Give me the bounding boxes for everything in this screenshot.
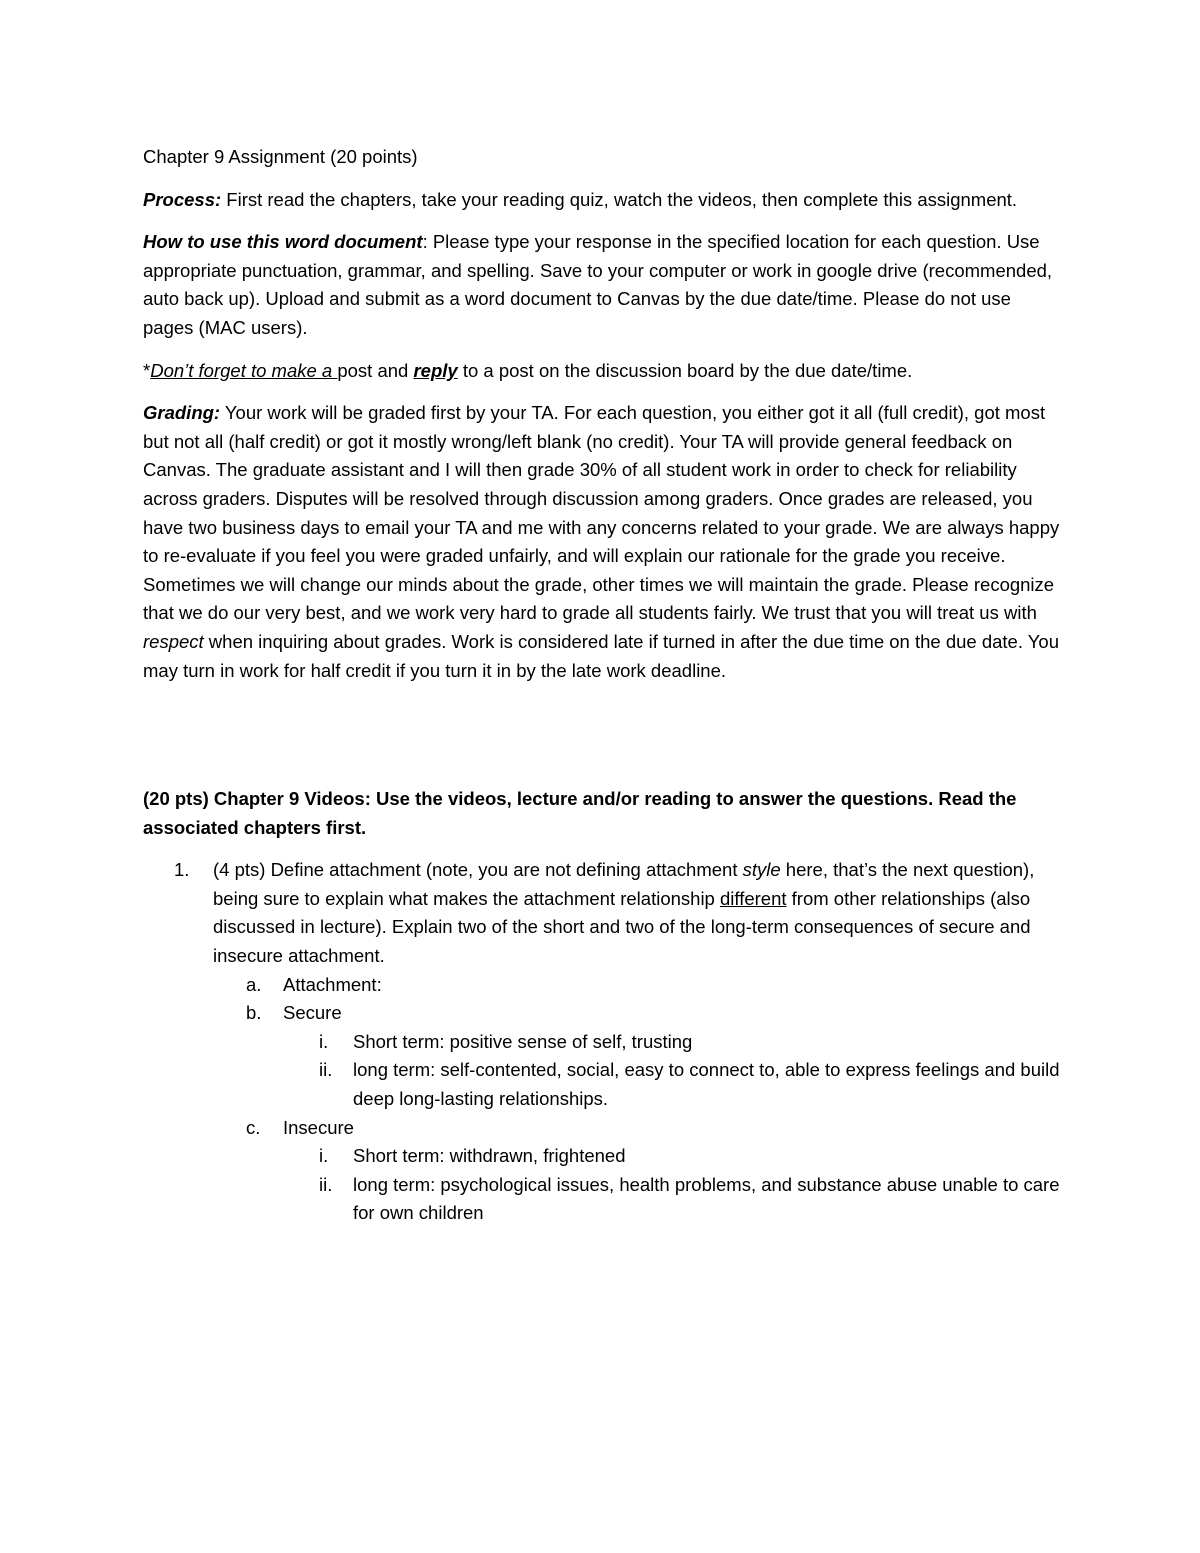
how-to-text: : Please type your response in the specified location for each question. Use appropriate punctuation, grammar, and spelling. Save to your computer or work in google drive (recommended, auto back up). Upload and submit as a word document to Canvas by the due date/time. Please do not use pages (MAC users).: [143, 231, 1053, 338]
item-a-text: Attachment:: [283, 973, 382, 995]
item-b-ii: [143, 1056, 1063, 1113]
item-a-marker: a.: [246, 973, 262, 995]
question-1-number: 1.: [174, 859, 190, 881]
question-1: [143, 856, 1063, 970]
question-1-different: different: [720, 887, 787, 909]
item-c-ii-marker: ii.: [319, 1173, 333, 1195]
item-c-i-marker: i.: [319, 1145, 329, 1167]
item-b-text: Secure: [283, 1002, 342, 1024]
item-c-i: [143, 1142, 1063, 1171]
grading-respect: respect: [143, 630, 204, 652]
item-c-i-text: Short term: withdrawn, frightened: [353, 1145, 626, 1167]
question-1-text-c: from other relationships (also discussed in lecture). Explain two of the short and two of the long-term consequences of secure and insecure attachment.: [213, 887, 1031, 967]
item-b-ii-text: long term: self-contented, social, easy to connect to, able to express feelings and build deep long-lasting relationships.: [353, 1059, 1060, 1110]
section-heading: (20 pts) Chapter 9 Videos: Use the videos, lecture and/or reading to answer the questions. Read the associated chapters first.: [143, 788, 1017, 838]
question-1-style: style: [742, 859, 781, 881]
grading-paragraph: [143, 399, 1063, 685]
process-label: Process:: [143, 188, 222, 210]
reminder-reply: reply: [413, 359, 458, 381]
how-to-label: How to use this word document: [143, 231, 423, 253]
reminder-dont-forget: Don’t forget to make a: [150, 359, 338, 381]
assignment-title: Chapter 9 Assignment (20 points): [143, 146, 418, 167]
process-text: First read the chapters, take your reading quiz, watch the videos, then complete this assignment.: [221, 188, 1018, 210]
reminder-star: *: [143, 359, 151, 381]
item-b-i-text: Short term: positive sense of self, trusting: [353, 1030, 693, 1052]
item-c-ii: [143, 1171, 1063, 1228]
document-body: [143, 143, 1063, 1228]
grading-text-1: Your work will be graded first by your TA. For each question, you either got it all (full credit), got most but not all (half credit) or got it mostly wrong/left blank (no credit). Your TA will provide general feedback on Canvas. The graduate assistant and I will then grade 30% of all student work in order to check for reliability across graders. Disputes will be resolved through discussion among graders. Once grades are released, you have two business days to email your TA and me with any concerns related to your grade. We are always happy to re-evaluate if you feel you were graded unfairly, and will explain our rationale for the grade you receive. Sometimes we will change our minds about the grade, other times we will maintain the grade. Please recognize that we do our very best, and we work very hard to grade all students fairly. We trust that you will treat us with: [143, 402, 1060, 624]
process-paragraph: [143, 186, 1063, 215]
grading-label: Grading:: [143, 402, 221, 424]
item-c-marker: c.: [246, 1116, 261, 1138]
reminder-post: post and: [337, 359, 414, 381]
item-b-i-marker: i.: [319, 1030, 329, 1052]
item-c-text: Insecure: [283, 1116, 354, 1138]
blank-space: [143, 699, 1063, 785]
question-list: [143, 856, 1063, 1228]
how-to-paragraph: [143, 228, 1063, 342]
question-1-text-a: (4 pts) Define attachment (note, you are not defining attachment: [213, 859, 743, 881]
question-1-text-b: here, that’s the next question), being sure to explain what makes the attachment relationship: [213, 859, 1035, 909]
item-a-attachment: [143, 971, 1063, 1000]
item-b-secure: [143, 999, 1063, 1028]
item-b-marker: b.: [246, 1002, 262, 1024]
reminder-paragraph: [143, 357, 1063, 386]
item-c-ii-text: long term: psychological issues, health problems, and substance abuse unable to care for own children: [353, 1173, 1060, 1224]
reminder-rest: to a post on the discussion board by the due date/time.: [457, 359, 913, 381]
grading-text-2: when inquiring about grades. Work is considered late if turned in after the due time on the due date. You may turn in work for half credit if you turn it in by the late work deadline.: [143, 630, 1059, 681]
item-b-ii-marker: ii.: [319, 1059, 333, 1081]
item-b-i: [143, 1028, 1063, 1057]
item-c-insecure: [143, 1114, 1063, 1143]
